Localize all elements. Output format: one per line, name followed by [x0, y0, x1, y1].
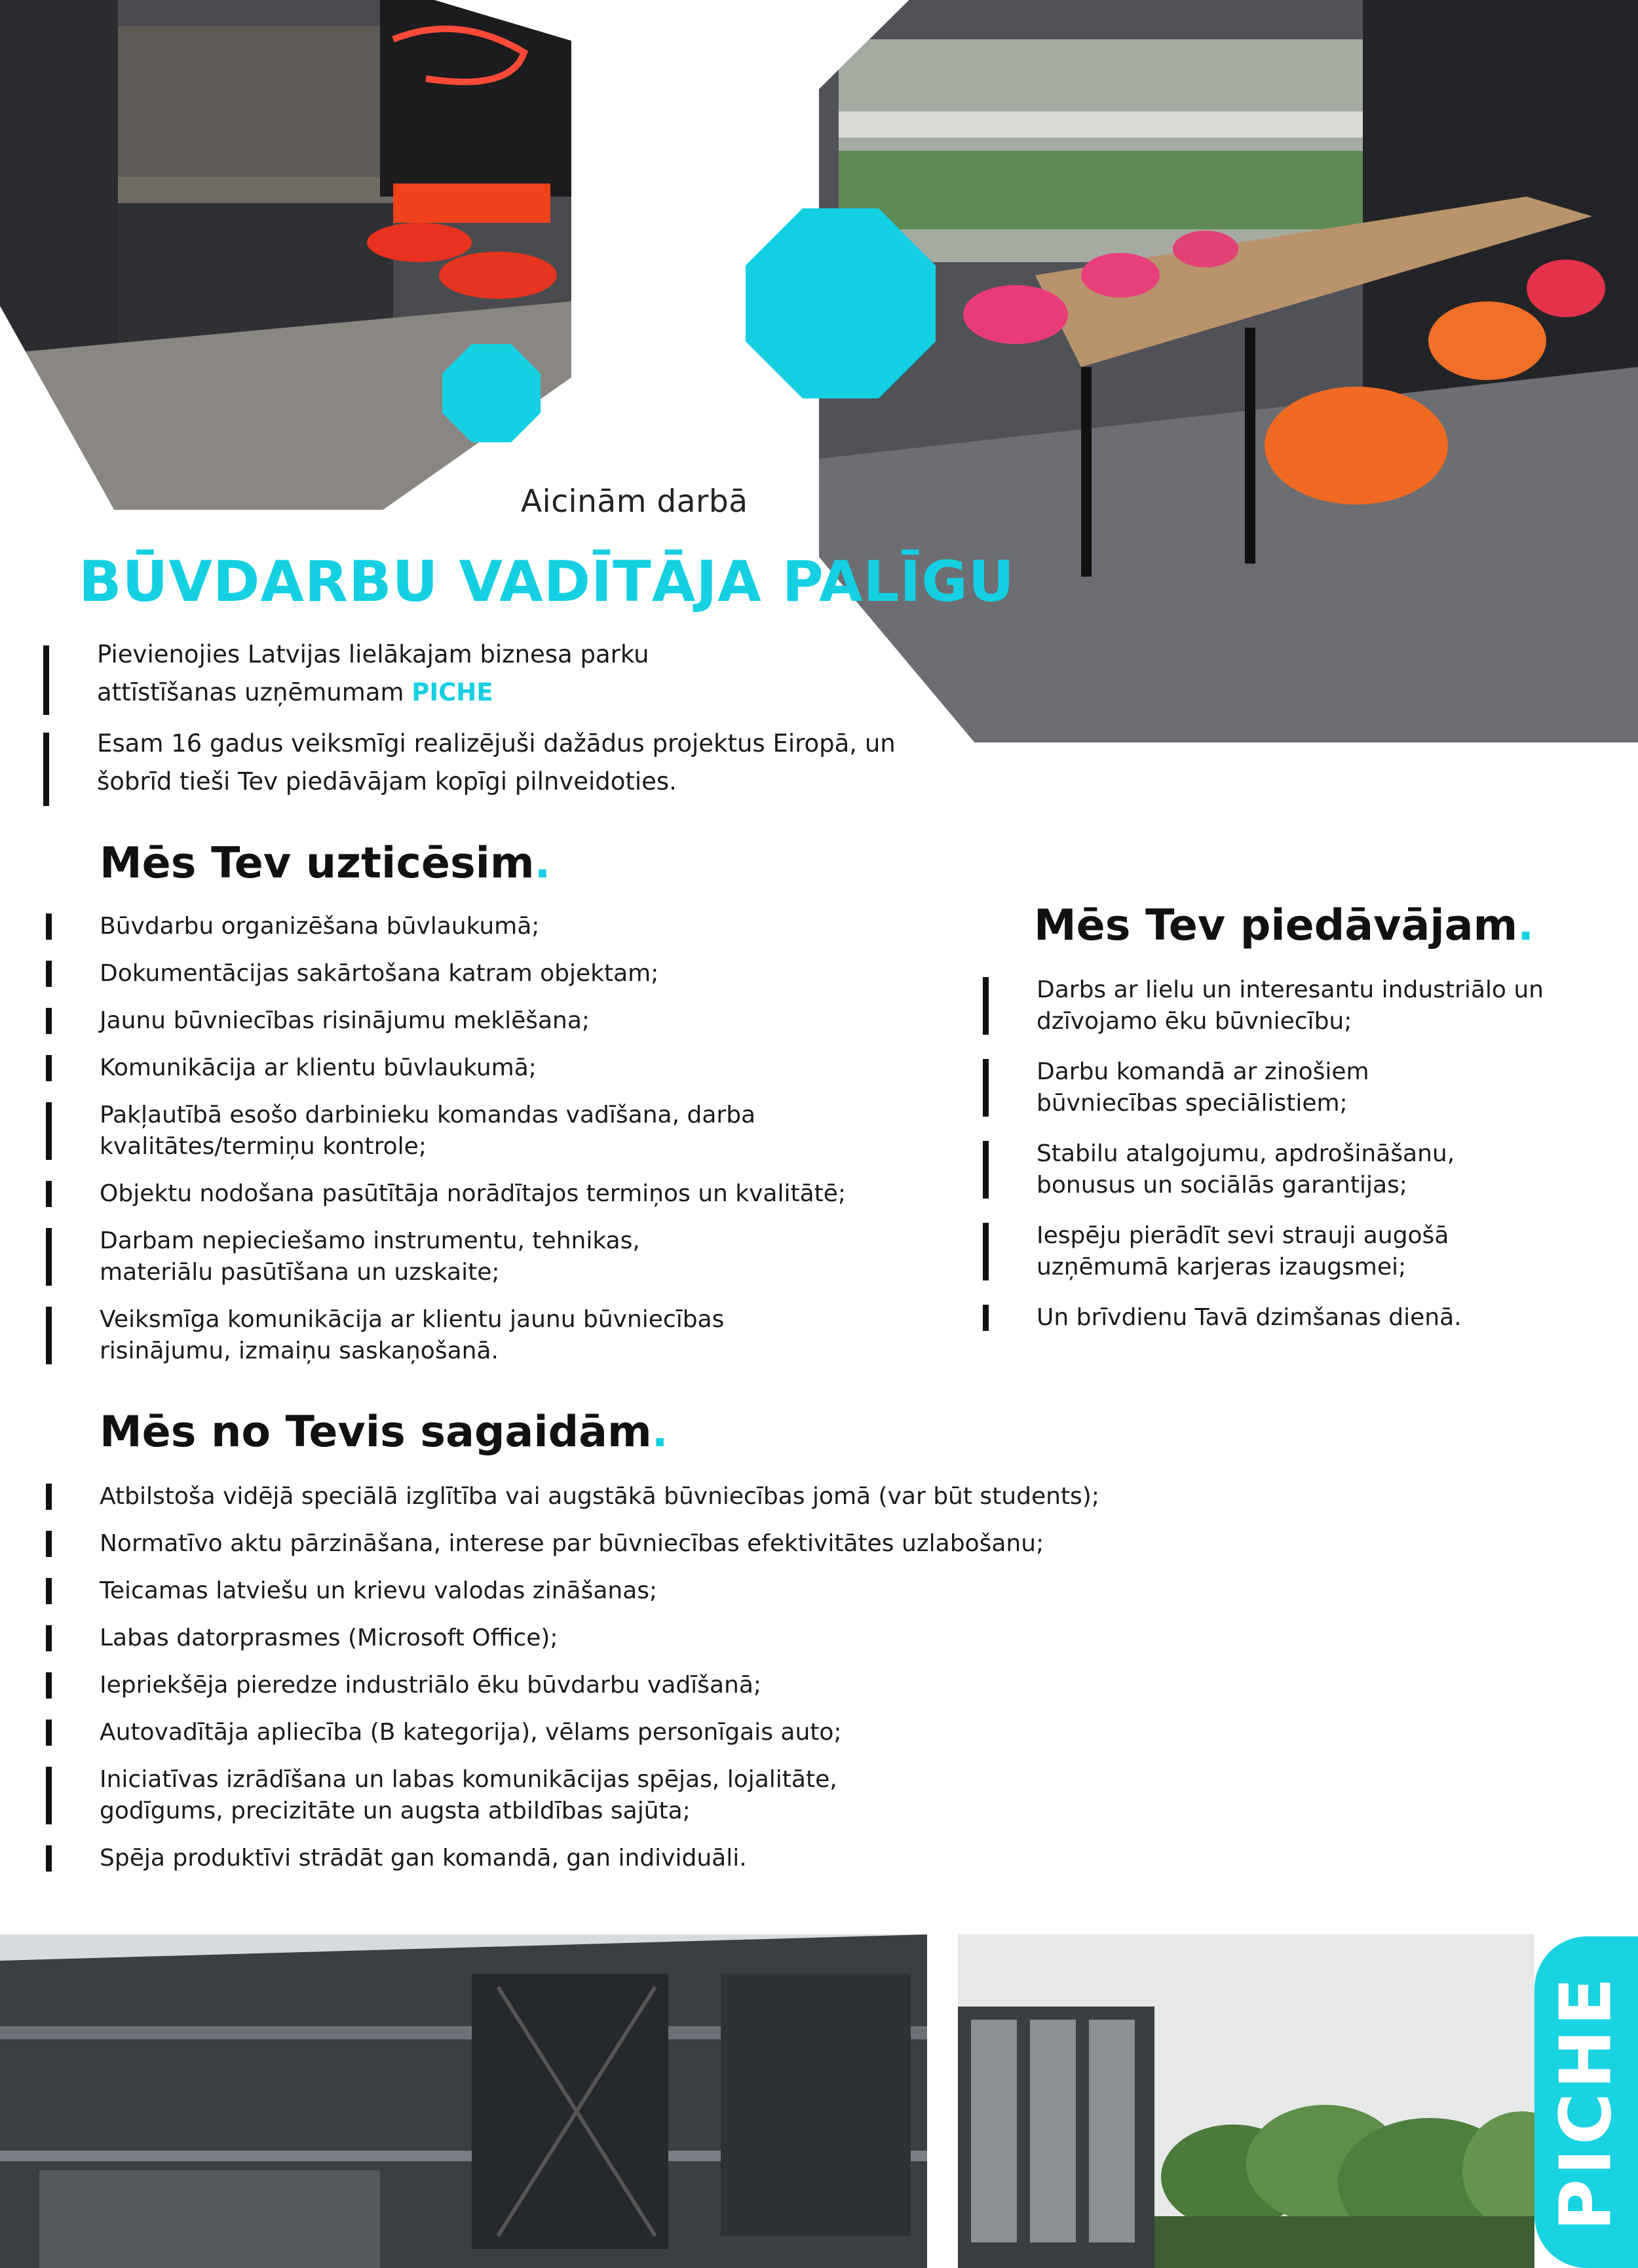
trust-item: Veiksmīga komunikācija ar klientu jaunu būvniecības risinājumu, izmaiņu saskaņošanā. [100, 1304, 729, 1367]
meeting-room-photo [819, 0, 1638, 742]
trust-item: Jaunu būvniecības risinājumu meklēšana; [100, 1005, 951, 1037]
piche-logo [1534, 1936, 1638, 2268]
expect-item: Iepriekšēja pieredze industriālo ēku būvdarbu vadīšanā; [100, 1670, 1410, 1701]
brand-name: PICHE [411, 678, 493, 706]
offer-item: Darbs ar lielu un interesantu industriālo un dzīvojamo ēku būvniecību; [1037, 974, 1574, 1037]
offer-heading-dot: . [1517, 901, 1534, 950]
intro-paragraph-1 [97, 636, 1014, 712]
building-facade-photo [0, 1934, 927, 2268]
expect-item: Iniciatīvas izrādīšana un labas komunikācijas spējas, lojalitāte, godīgums, precizitāte un augsta atbildības sajūta; [100, 1764, 919, 1827]
offer-list [1037, 974, 1574, 1334]
trust-item: Dokumentācijas sakārtošana katram objektam; [100, 958, 951, 990]
offer-item: Iespēju pierādīt sevi strauji augošā uzņēmumā karjeras izaugsmei; [1037, 1220, 1495, 1283]
expect-item: Normatīvo aktu pārzināšana, interese par būvniecības efektivitātes uzlabošanu; [100, 1528, 1410, 1560]
trust-list [100, 911, 951, 1367]
offer-heading [1034, 901, 1534, 950]
expect-list [100, 1481, 1410, 1874]
trust-item: Darbam nepieciešamo instrumentu, tehnikas, materiālu pasūtīšana un uzskaite; [100, 1225, 729, 1288]
expect-item: Atbilstoša vidējā speciālā izglītība vai augstākā būvniecības jomā (var būt students); [100, 1481, 1410, 1512]
intro-bar-1 [43, 645, 49, 715]
offer-item: Stabilu atalgojumu, apdrošināšanu, bonusus un sociālās garantijas; [1037, 1138, 1534, 1201]
expect-item: Labas datorprasmes (Microsoft Office); [100, 1623, 1410, 1654]
trust-item: Pakļautībā esošo darbinieku komandas vadīšana, darba kvalitātes/termiņu kontrole; [100, 1100, 794, 1163]
invite-text: Aicinām darbā [521, 484, 748, 520]
expect-heading [100, 1408, 668, 1457]
trust-item: Būvdarbu organizēšana būvlaukumā; [100, 911, 951, 942]
expect-heading-dot: . [651, 1408, 668, 1457]
job-title: BŪVDARBU VADĪTĀJA PALĪGU [79, 549, 1015, 615]
trust-item: Objektu nodošana pasūtītāja norādītajos termiņos un kvalitātē; [100, 1178, 951, 1210]
trust-heading-dot: . [534, 839, 551, 888]
intro-paragraph-2: Esam 16 gadus veiksmīgi realizējuši dažādus projektus Eiropā, un šobrīd tieši Tev piedāvājam kopīgi pilnveidoties. [97, 729, 896, 796]
expect-item: Spēja produktīvi strādāt gan komandā, gan individuāli. [100, 1843, 1410, 1874]
expect-item: Teicamas latviešu un krievu valodas zināšanas; [100, 1575, 1410, 1607]
offer-heading-text: Mēs Tev piedāvājam [1034, 901, 1518, 950]
trust-heading [100, 839, 550, 888]
intro-line-2: attīstīšanas uzņēmumam [97, 678, 404, 706]
piche-logo-text: PICHE [1545, 1973, 1628, 2231]
offer-item: Un brīvdienu Tavā dzimšanas dienā. [1037, 1302, 1574, 1334]
cyan-octagon-large [746, 208, 936, 398]
intro-line-1: Pievienojies Latvijas lielākajam biznesa parku [97, 640, 649, 668]
trust-heading-text: Mēs Tev uzticēsim [100, 839, 535, 888]
intro-bar-2 [43, 733, 49, 806]
building-trees-photo [958, 1934, 1534, 2268]
expect-heading-text: Mēs no Tevis sagaidām [100, 1408, 652, 1457]
offer-item: Darbu komandā ar zinošiem būvniecības speciālistiem; [1037, 1056, 1403, 1119]
trust-item: Komunikācija ar klientu būvlaukumā; [100, 1052, 951, 1084]
cyan-octagon-small [442, 344, 541, 442]
expect-item: Autovadītāja apliecība (B kategorija), vēlams personīgais auto; [100, 1717, 1410, 1748]
intro [97, 636, 1014, 814]
